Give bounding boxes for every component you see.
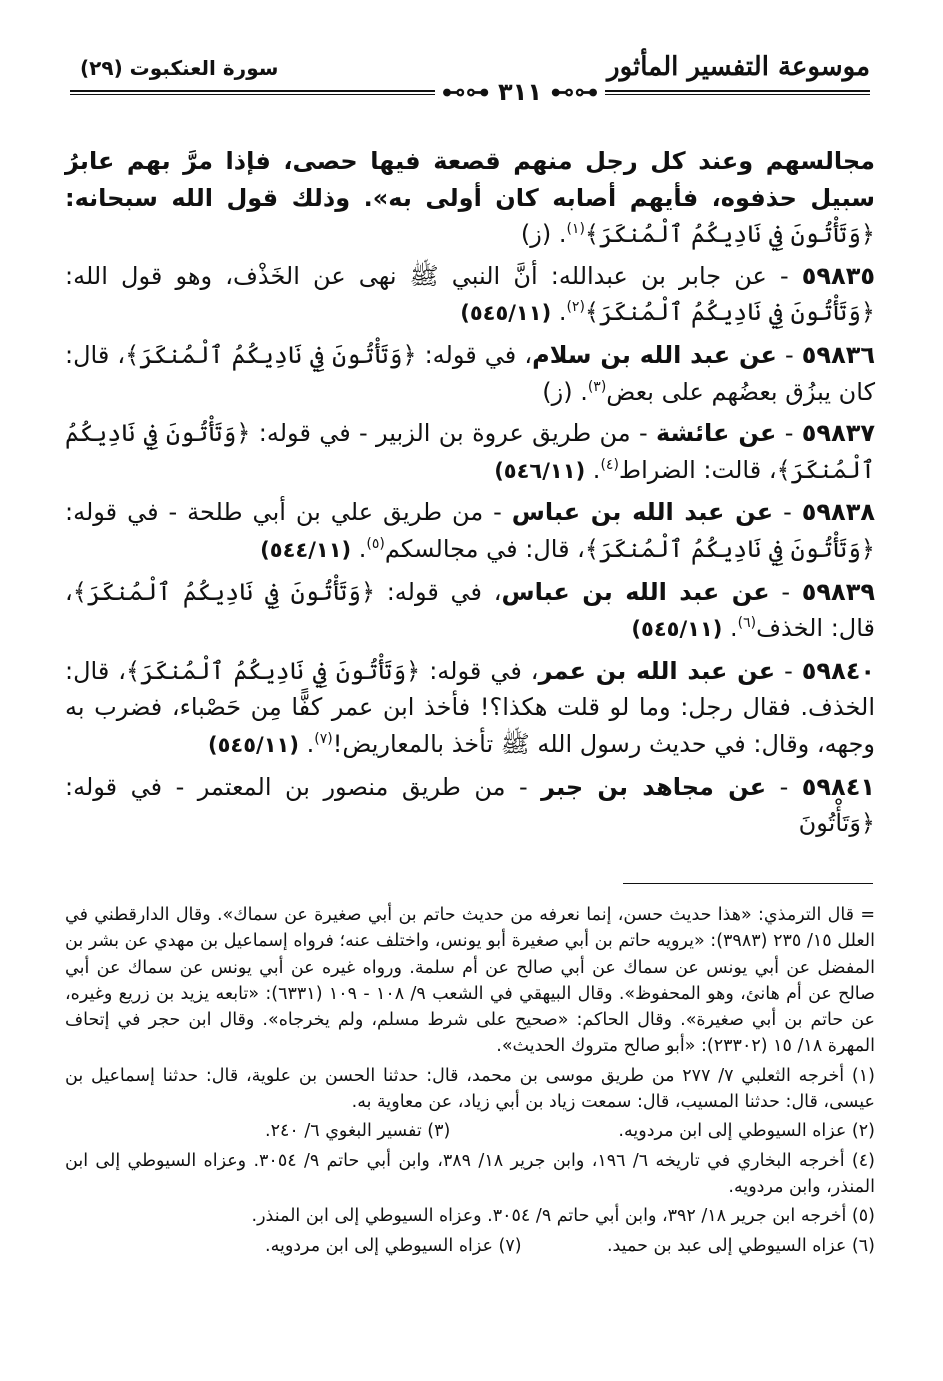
entry-text-2: ، قالت: الضراط	[618, 455, 777, 484]
quran-quote: ﴿وَتَأْتُونَ فِي نَادِيكُمُ ٱلْمُنكَرَ﴾	[72, 577, 376, 606]
entry-text: : أنَّ النبي ﷺ نهى عن الخَذْف، وهو قول الله:	[65, 261, 559, 290]
entry-source: عن عائشة	[655, 419, 777, 448]
entry-number: ٥٩٨٣٩	[801, 577, 875, 606]
entry-text: - من طريق منصور بن المعتمر - في قوله:	[65, 772, 542, 801]
intro-paragraph	[65, 143, 875, 253]
entry-text: ، في قوله:	[375, 577, 502, 606]
book-title: موسوعة التفسير المأثور	[607, 52, 870, 82]
footnote-continuation: = قال الترمذي: «هذا حديث حسن، إنما نعرفه من حديث حاتم بن أبي صغيرة عن سماك». وقال الدارقطني في العلل ١٥/ ٢٣٥ (٣٩٨٣): «يرويه حاتم بن أبي صغيرة أبو يونس، واختلف عنه؛ فرواه إسماعيل بن مهدي عن بشر بن المفضل عن أبي يونس عن سماك عن أبي صالح عن أم سلمة. ورواه غيره عن أبي يونس عن سماك عن أبي صالح عن أم هانئ، وهو المحفوظ». وقال البيهقي في الشعب ٩/ ١٠٨ - ١٠٩ (٦٣٣١): «تابعه يزيد بن زريع وغيره، عن حاتم بن أبي صغيرة». وقال الحاكم: «صحيح على شرط مسلم، ولم يخرجاه». وقال ابن حجر في إتحاف المهرة ١٨/ ١٥ (٢٣٣٠٢): «أبو صالح متروك الحديث».	[65, 905, 875, 1057]
entry-tail: .	[722, 614, 738, 643]
quran-quote: ﴿وَتَأْتُونَ فِي نَادِيكُمُ ٱلْمُنكَرَ﴾	[126, 656, 421, 685]
entry-number: ٥٩٨٣٨	[801, 498, 875, 527]
entry-source: عن عبد الله بن عباس	[511, 498, 774, 527]
footnotes	[65, 902, 875, 1262]
quran-quote: ﴿وَتَأْتُونَ فِي نَادِيكُمُ ٱلْمُنكَرَ﴾	[584, 298, 875, 327]
quran-quote: ﴿وَتَأْتُونَ فِي نَادِيكُمُ ٱلْمُنكَرَ﴾	[584, 534, 875, 563]
footnote-1: (١) أخرجه الثعلبي ٧/ ٢٧٧ من طريق موسى بن محمد، قال: حدثنا الحسن بن علوية، قال: حدثنا إسماعيل بن عيسى، قال: حدثنا المسيب، قال: سمعت زياد بن أبي زياد، عن معاوية به.	[65, 1065, 875, 1113]
footnote-marker: (٦)	[737, 615, 757, 632]
page-header	[70, 52, 870, 122]
footnote-marker: (٥)	[366, 535, 385, 552]
volume-reference: (٥٤٥/١١)	[460, 301, 552, 326]
entry-source: عن جابر بن عبدالله	[558, 261, 767, 290]
entry-text: ، في قوله:	[420, 656, 539, 685]
entry-source: عن عبد الله بن سلام	[532, 340, 777, 369]
footnote-4: (٤) أخرجه البخاري في تاريخه ٦/ ١٩٦، وابن جرير ١٨/ ٣٨٩، وابن أبي حاتم ٩/ ٣٠٥٤. وعزاه السيوطي إلى ابن المنذر، وابن مردويه.	[65, 1150, 875, 1197]
quran-quote: ﴿وَتَأْتُونَ فِي نَادِيكُمُ ٱلْمُنكَرَ﴾	[125, 340, 417, 369]
surah-label: سورة العنكبوت (٢٩)	[80, 56, 279, 80]
ornament-left-icon: ⊷⊶	[441, 78, 499, 106]
entry-text: ، في قوله:	[416, 340, 533, 369]
footnote-marker: (٤)	[600, 456, 619, 473]
ornament-right-icon: ⊷⊶	[541, 78, 599, 106]
footnote-marker: (١)	[566, 221, 585, 238]
footnote-row	[65, 1118, 875, 1144]
entry-tail: .	[298, 729, 315, 758]
entry-tail: .	[551, 298, 567, 327]
entry-number: ٥٩٨٤١	[801, 772, 875, 801]
entry-number: ٥٩٨٣٦	[801, 340, 876, 369]
footnote-3: (٣) تفسير البغوي ٦/ ٢٤٠.	[265, 1121, 451, 1142]
footnote-row	[65, 1233, 875, 1259]
entry-number: ٥٩٨٤٠	[801, 656, 876, 685]
entry-source: عن مجاهد بن جبر	[541, 772, 767, 801]
entry: ٥٩٨٤٠ - عن عبد الله بن عمر، في قوله: ﴿وَتَأْتُونَ فِي نَادِيكُمُ ٱلْمُنكَرَ﴾، قال: الخذف. فقال رجل: وما لو قلت هكذا؟! فأخذ ابن عمر كفًّا مِن حَصْباء، فضرب به وجهه، وقال: في حديث رسول الله ﷺ تأخذ بالمعاريض!$^{(٧)}$. (٥٤٥/١١)	[65, 656, 876, 758]
quran-quote: ﴿وَتَأْتُونَ فِي نَادِيكُمُ ٱلْمُنكَرَ﴾	[65, 419, 875, 484]
entry: ٥٩٨٣٧ - عن عائشة - من طريق عروة بن الزبير - في قوله: ﴿وَتَأْتُونَ فِي نَادِيكُمُ ٱلْمُنكَرَ﴾، قالت: الضراط$^{(٤)}$. (٥٤٦/١١)	[65, 419, 876, 484]
volume-reference: (٥٤٥/١١)	[631, 617, 723, 642]
entry-text-2: ، قال: الخذف	[65, 577, 875, 643]
intro-text: مجالسهم وعند كل رجل منهم قصعة فيها حصى، فإذا مرَّ بهم عابرُ سبيل حذفوه، فأيهم أصابه كان أولى به». وذلك قول الله سبحانه:	[65, 147, 875, 212]
entry-text: - من طريق علي بن أبي طلحة - في قوله:	[65, 498, 512, 527]
entry: ٥٩٨٣٨ - عن عبد الله بن عباس - من طريق علي بن أبي طلحة - في قوله: ﴿وَتَأْتُونَ فِي نَادِيكُمُ ٱلْمُنكَرَ﴾، قال: في مجالسكم$^{(٥)}$. (٥٤٤/١١)	[65, 498, 875, 563]
page-number: ⊷⊶ ٣١١ ⊷⊶	[435, 78, 605, 106]
entry-text: - من طريق عروة بن الزبير - في قوله:	[250, 419, 656, 448]
footnote-6: (٦) عزاه السيوطي إلى عبد بن حميد.	[606, 1235, 875, 1256]
footnote-separator	[623, 883, 873, 884]
entry: ٥٩٨٣٥ - عن جابر بن عبدالله: أنَّ النبي ﷺ نهى عن الخَذْف، وهو قول الله: ﴿وَتَأْتُونَ فِي نَادِيكُمُ ٱلْمُنكَرَ﴾$^{(٢)}$. (٥٤٥/١١)	[65, 261, 875, 327]
footnote-5: (٥) أخرجه ابن جرير ١٨/ ٣٩٢، وابن أبي حاتم ٩/ ٣٠٥٤. وعزاه السيوطي إلى ابن المنذر.	[251, 1206, 875, 1227]
entry-number: ٥٩٨٣٧	[801, 419, 876, 448]
quran-quote: ﴿وَتَأْتُونَ	[798, 809, 875, 838]
volume-reference: (٥٤٦/١١)	[494, 458, 586, 483]
main-text	[65, 143, 875, 847]
entry-text-2: ، قال: في مجالسكم	[384, 534, 585, 563]
entry-tail: . (ز)	[542, 377, 588, 406]
entry: ٥٩٨٣٦ - عن عبد الله بن سلام، في قوله: ﴿وَتَأْتُونَ فِي نَادِيكُمُ ٱلْمُنكَرَ﴾، قال: كان يبزُق بعضُهم على بعض$^{(٣)}$. (ز)	[65, 340, 876, 406]
entry-text-2: ، قال: كان يبزُق بعضُهم على بعض	[65, 340, 875, 406]
entry-tail: .	[351, 534, 367, 563]
entry-number: ٥٩٨٣٥	[801, 261, 875, 290]
footnote-marker: (٧)	[314, 730, 333, 747]
quran-quote: ﴿وَتَأْتُونَ فِي نَادِيكُمُ ٱلْمُنكَرَ﴾	[584, 220, 875, 249]
entry-text-2: ، قال: الخذف. فقال رجل: وما لو قلت هكذا؟! فأخذ ابن عمر كفًّا مِن حَصْباء، فضرب به وجهه، وقال: في حديث رسول الله ﷺ تأخذ بالمعاريض!	[65, 656, 875, 758]
entry-tail: .	[585, 455, 601, 484]
footnote-7: (٧) عزاه السيوطي إلى ابن مردويه.	[265, 1235, 522, 1256]
entry: ٥٩٨٣٩ - عن عبد الله بن عباس، في قوله: ﴿وَتَأْتُونَ فِي نَادِيكُمُ ٱلْمُنكَرَ﴾، قال: الخذف$^{(٦)}$. (٥٤٥/١١)	[65, 577, 875, 643]
volume-reference: (٥٤٤/١١)	[260, 537, 352, 562]
intro-tail: . (ز)	[520, 220, 567, 249]
footnote-marker: (٢)	[566, 299, 585, 316]
footnote-marker: (٣)	[587, 378, 607, 395]
footnote-2: (٢) عزاه السيوطي إلى ابن مردويه.	[618, 1121, 875, 1142]
entry: ٥٩٨٤١ - عن مجاهد بن جبر - من طريق منصور بن المعتمر - في قوله: ﴿وَتَأْتُونَ	[65, 772, 875, 838]
entry-source: عن عبد الله بن عباس	[501, 577, 770, 606]
entry-source: عن عبد الله بن عمر	[538, 656, 776, 685]
volume-reference: (٥٤٥/١١)	[207, 732, 299, 757]
